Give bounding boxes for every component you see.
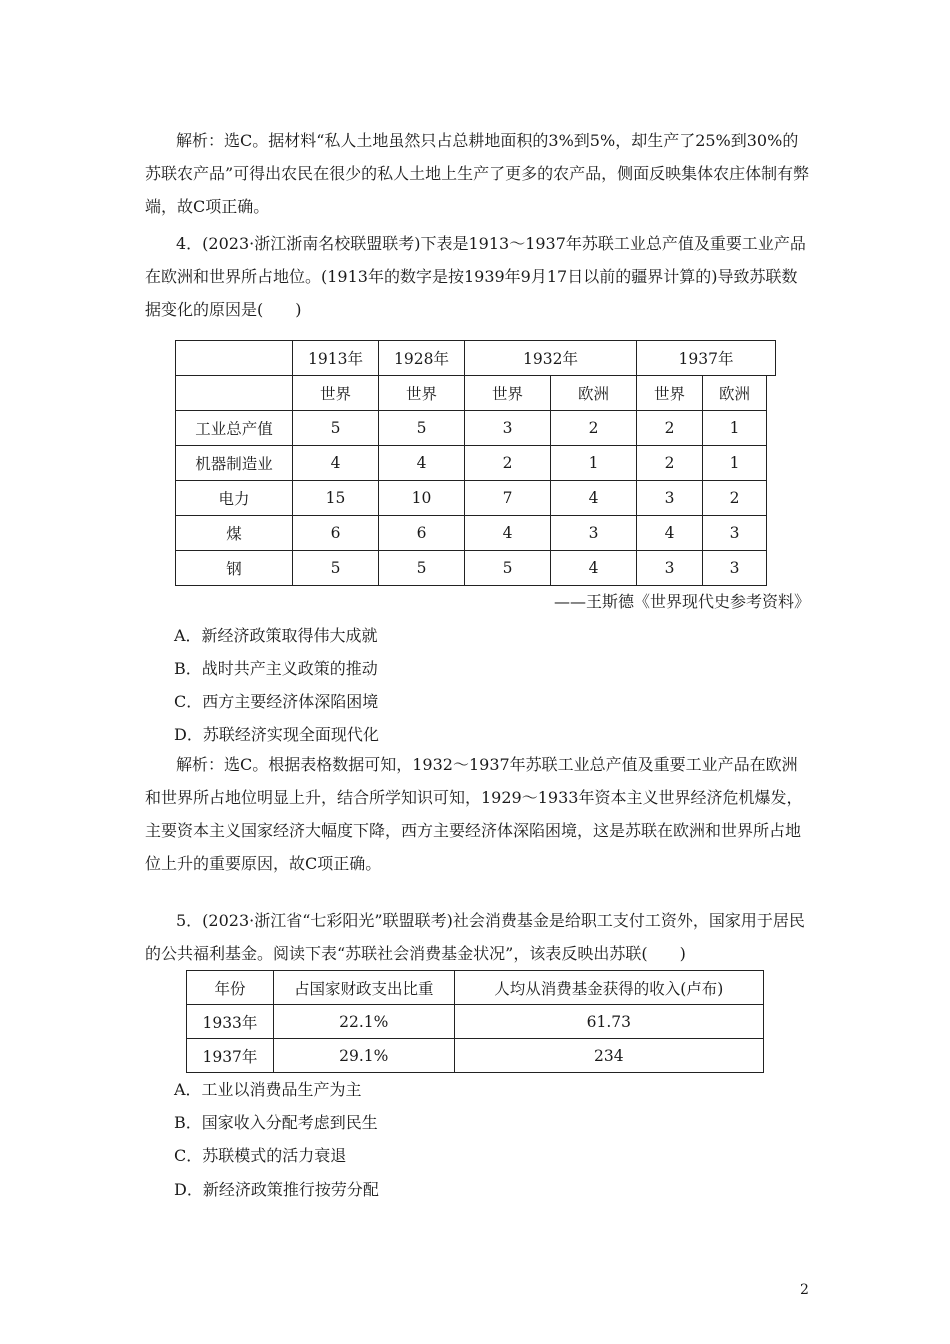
q4-cell: 4 — [293, 446, 379, 481]
q5-cell: 1937年 — [187, 1039, 274, 1073]
q4-row-label: 煤 — [176, 516, 293, 551]
q4-analysis: 解析：选C。根据表格数据可知，1932～1937年苏联工业总产值及重要工业产品在欧洲和世界所占地位明显上升，结合所学知识可知，1929～1933年资本主义世界经济危机爆发，主要资本主义国家经济大幅度下降，西方主要经济体深陷困境，这是苏联在欧洲和世界所占地位上升的重要原因，故C项正确。 — [145, 755, 803, 873]
q4-cell: 5 — [293, 411, 379, 446]
q4-cell: 3 — [551, 516, 637, 551]
q5-header-cell: 占国家财政支出比重 — [273, 971, 454, 1005]
q4-cell: 3 — [465, 411, 551, 446]
q4-cell: 3 — [637, 551, 703, 586]
q5-option-a: A．工业以消费品生产为主 — [174, 1080, 362, 1099]
q5-cell: 29.1% — [273, 1039, 454, 1073]
q4-cell: 10 — [379, 481, 465, 516]
q4-cell: 4 — [637, 516, 703, 551]
q4-option-b: B．战时共产主义政策的推动 — [174, 659, 378, 678]
q5-option-b: B．国家收入分配考虑到民生 — [174, 1113, 378, 1132]
q4-cell: 5 — [379, 551, 465, 586]
q4-row-label: 钢 — [176, 551, 293, 586]
q4-year-cell: 1932年 — [465, 341, 637, 376]
q4-cell: 1 — [551, 446, 637, 481]
q4-sub-cell: 欧洲 — [551, 376, 637, 411]
q4-source: ——王斯德《世界现代史参考资料》 — [553, 592, 810, 611]
q5-cell: 1933年 — [187, 1005, 274, 1039]
q4-cell: 4 — [465, 516, 551, 551]
q4-cell: 1 — [703, 411, 767, 446]
q4-cell: 5 — [293, 551, 379, 586]
q4-cell: 6 — [379, 516, 465, 551]
q4-cell: 5 — [465, 551, 551, 586]
q4-cell: 3 — [637, 481, 703, 516]
q4-cell: 4 — [379, 446, 465, 481]
q4-row-label: 工业总产值 — [176, 411, 293, 446]
page-number: 2 — [800, 1282, 809, 1298]
q4-table — [175, 340, 776, 586]
q4-cell: 6 — [293, 516, 379, 551]
q4-table-corner — [176, 341, 293, 376]
q5-cell: 234 — [454, 1039, 763, 1073]
q4-sub-blank — [176, 376, 293, 411]
q4-year-cell: 1937年 — [637, 341, 776, 376]
question-4-stem: 4．(2023·浙江浙南名校联盟联考)下表是1913～1937年苏联工业总产值及重要工业产品在欧洲和世界所占地位。(1913年的数字是按1939年9月17日以前的疆界计算的)导致苏联数据变化的原因是( ) — [145, 234, 806, 319]
q4-cell: 2 — [551, 411, 637, 446]
q4-row-label: 电力 — [176, 481, 293, 516]
q5-header-cell: 年份 — [187, 971, 274, 1005]
q5-cell: 22.1% — [273, 1005, 454, 1039]
q4-cell: 1 — [703, 446, 767, 481]
q4-sub-cell: 世界 — [379, 376, 465, 411]
q4-cell: 7 — [465, 481, 551, 516]
q4-sub-cell: 欧洲 — [703, 376, 767, 411]
q4-cell: 2 — [465, 446, 551, 481]
q4-cell: 2 — [637, 411, 703, 446]
q4-sub-cell: 世界 — [465, 376, 551, 411]
q4-option-a: A．新经济政策取得伟大成就 — [174, 626, 378, 645]
q4-option-d: D．苏联经济实现全面现代化 — [174, 725, 379, 744]
q4-cell: 4 — [551, 551, 637, 586]
q4-cell: 3 — [703, 551, 767, 586]
q5-cell: 61.73 — [454, 1005, 763, 1039]
q5-option-d: D．新经济政策推行按劳分配 — [174, 1180, 379, 1199]
q4-year-cell: 1913年 — [293, 341, 379, 376]
q4-option-c: C．西方主要经济体深陷困境 — [174, 692, 379, 711]
q4-row-label: 机器制造业 — [176, 446, 293, 481]
q4-cell: 4 — [551, 481, 637, 516]
analysis-3: 解析：选C。据材料“私人土地虽然只占总耕地面积的3%到5%，却生产了25%到30%的苏联农产品”可得出农民在很少的私人土地上生产了更多的农产品，侧面反映集体农庄体制有弊端，故C项正确。 — [145, 131, 810, 216]
question-5-stem: 5．(2023·浙江省“七彩阳光”联盟联考)社会消费基金是给职工支付工资外，国家用于居民的公共福利基金。阅读下表“苏联社会消费基金状况”，该表反映出苏联( ) — [145, 911, 805, 963]
q4-cell: 5 — [379, 411, 465, 446]
q4-year-cell: 1928年 — [379, 341, 465, 376]
q4-cell: 2 — [637, 446, 703, 481]
q4-cell: 3 — [703, 516, 767, 551]
q4-sub-cell: 世界 — [293, 376, 379, 411]
q4-sub-cell: 世界 — [637, 376, 703, 411]
q5-header-cell: 人均从消费基金获得的收入(卢布) — [454, 971, 763, 1005]
q4-cell: 2 — [703, 481, 767, 516]
q4-cell: 15 — [293, 481, 379, 516]
q5-table — [186, 970, 764, 1073]
q5-option-c: C．苏联模式的活力衰退 — [174, 1146, 347, 1165]
